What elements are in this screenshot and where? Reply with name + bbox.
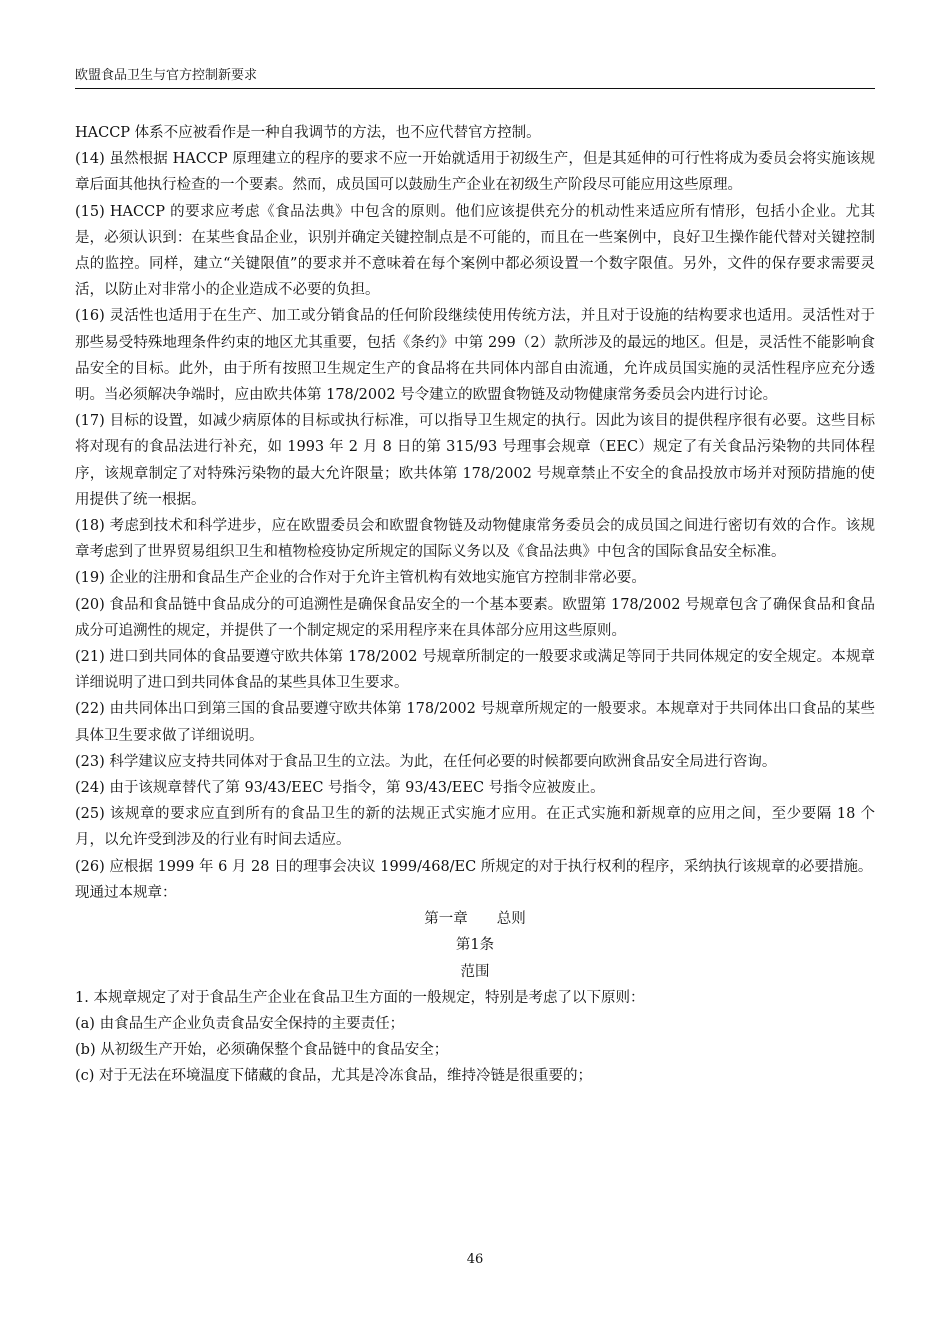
document-body	[75, 120, 875, 1090]
article-title: 范围	[460, 963, 490, 980]
running-header: 欧盟食品卫生与官方控制新要求	[75, 66, 875, 89]
paragraph: (20) 食品和食品链中食品成分的可追溯性是确保食品安全的一个基本要素。欧盟第 178/2002 号规章包含了确保食品和食品成分可追溯性的规定，并提供了一个制定规定的采用程序来在具体部分应用这些原则。	[75, 596, 875, 639]
paragraph: HACCP 体系不应被看作是一种自我调节的方法，也不应代替官方控制。	[75, 125, 541, 141]
paragraph: (15) HACCP 的要求应考虑《食品法典》中包含的原则。他们应该提供充分的机动性来适应所有情形，包括小企业。尤其是，必须认识到：在某些食品企业，识别并确定关键控制点是不可能的，而且在一些案例中，良好卫生操作能代替对关键控制点的监控。同样，建立“关键限值”的要求并不意味着在每个案例中都必须设置一个数字限值。另外，文件的保存要求需要灵活，以防止对非常小的企业造成不必要的负担。	[75, 203, 875, 299]
paragraph: (21) 进口到共同体的食品要遵守欧共体第 178/2002 号规章所制定的一般要求或满足等同于共同体规定的安全规定。本规章详细说明了进口到共同体食品的某些具体卫生要求。	[75, 649, 875, 692]
paragraph: (23) 科学建议应支持共同体对于食品卫生的立法。为此，在任何必要的时候都要向欧洲食品安全局进行咨询。	[75, 753, 777, 770]
article-item: (a) 由食品生产企业负责食品安全保持的主要责任；	[75, 1015, 405, 1032]
paragraph: (24) 由于该规章替代了第 93/43/EEC 号指令，第 93/43/EEC 号指令应被废止。	[75, 780, 605, 797]
page-number: 46	[466, 1252, 484, 1267]
paragraph: (18) 考虑到技术和科学进步，应在欧盟委员会和欧盟食物链及动物健康常务委员会的成员国之间进行密切有效的合作。该规章考虑到了世界贸易组织卫生和植物检疫协定所规定的国际义务以及《食品法典》中包含的国际食品安全标准。	[75, 518, 875, 561]
paragraph: (25) 该规章的要求应直到所有的食品卫生的新的法规正式实施才应用。在正式实施和新规章的应用之间，至少要隔 18 个月，以允许受到涉及的行业有时间去适应。	[75, 806, 875, 849]
paragraph: (17) 目标的设置，如减少病原体的目标或执行标准，可以指导卫生规定的执行。因此为该目的提供程序很有必要。这些目标将对现有的食品法进行补充，如 1993 年 2 月 8 日的第 315/93 号理事会规章（EEC）规定了有关食品污染物的共同体程序，该规章制定了对特殊污染物的最大允许限量；欧共体第 178/2002 号规章禁止不安全的食品投放市场并对预防措施的使用提供了统一根据。	[75, 413, 875, 508]
article-number: 第1条	[455, 937, 495, 954]
article-item: (b) 从初级生产开始，必须确保整个食品链中的食品安全；	[75, 1042, 449, 1059]
paragraph: (22) 由共同体出口到第三国的食品要遵守欧共体第 178/2002 号规章所规定的一般要求。本规章对于共同体出口食品的某些具体卫生要求做了详细说明。	[75, 701, 875, 744]
paragraph: (16) 灵活性也适用于在生产、加工或分销食品的任何阶段继续使用传统方法，并且对于设施的结构要求也适用。灵活性对于那些易受特殊地理条件约束的地区尤其重要，包括《条约》中第 299（2）款所涉及的最远的地区。但是，灵活性不能影响食品安全的目标。此外，由于所有按照卫生规定生产的食品将在共同体内部自由流通，允许成员国实施的灵活性程序应充分透明。当必须解决争端时，应由欧共体第 178/2002 号令建立的欧盟食物链及动物健康常务委员会内进行讨论。	[75, 308, 875, 404]
chapter-heading: 第一章 总则	[424, 911, 526, 928]
paragraph: (14) 虽然根据 HACCP 原理建立的程序的要求不应一开始就适用于初级生产，但是其延伸的可行性将成为委员会将实施该规章后面其他执行检查的一个要素。然而，成员国可以鼓励生产企业在初级生产阶段尽可能应用这些原理。	[75, 151, 875, 194]
paragraph: (19) 企业的注册和食品生产企业的合作对于允许主管机构有效地实施官方控制非常必要。	[75, 570, 646, 587]
paragraph: (26) 应根据 1999 年 6 月 28 日的理事会决议 1999/468/EC 所规定的对于执行权利的程序，采纳执行该规章的必要措施。	[75, 858, 873, 875]
article-item: (c) 对于无法在环境温度下储藏的食品，尤其是冷冻食品，维持冷链是很重要的；	[75, 1068, 593, 1085]
article-item: 1. 本规章规定了对于食品生产企业在食品卫生方面的一般规定，特别是考虑了以下原则：	[75, 989, 645, 1006]
paragraph: 现通过本规章：	[75, 884, 177, 901]
